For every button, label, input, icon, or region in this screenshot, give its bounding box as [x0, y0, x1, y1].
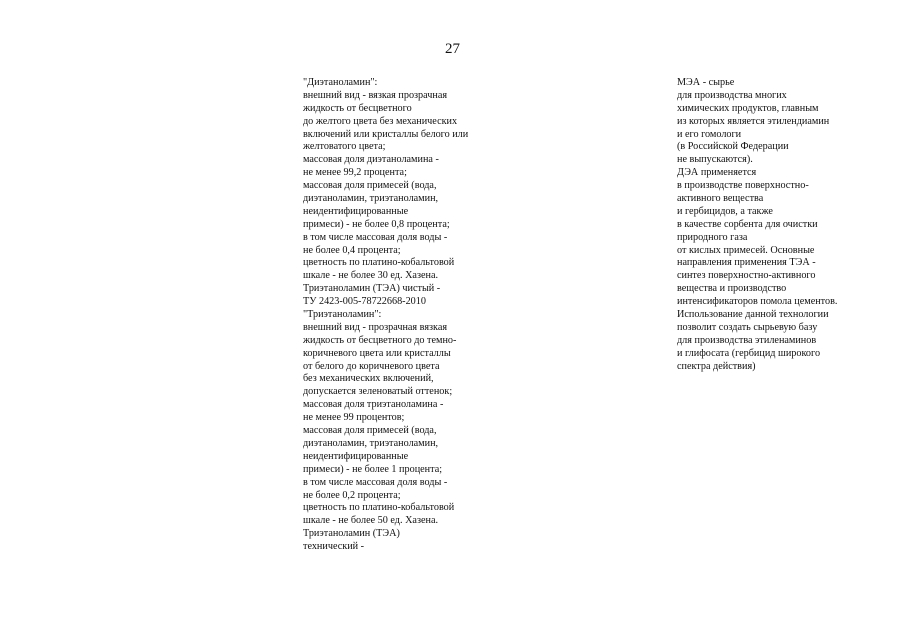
right-column-line: Использование данной технологии	[677, 309, 829, 321]
right-column-line: из которых является этилендиамин	[677, 115, 830, 127]
left-column-line: до желтого цвета без механических	[303, 115, 458, 127]
left-column-line: шкале - не более 50 ед. Хазена.	[303, 515, 439, 527]
left-column-line: "Диэтаноламин":	[303, 77, 378, 88]
right-column-line: (в Российской Федерации	[677, 141, 789, 153]
right-column-line: направления применения ТЭА -	[677, 257, 816, 269]
left-column-line: неидентифицированные	[303, 450, 409, 462]
left-column-line: внешний вид - вязкая прозрачная	[303, 89, 448, 101]
right-column-line: природного газа	[677, 231, 748, 243]
right-column-line: в производстве поверхностно-	[677, 180, 809, 192]
left-column-line: Триэтаноламин (ТЭА) чистый -	[303, 283, 441, 295]
left-column-line: не более 0,4 процента;	[303, 244, 401, 256]
right-column-line: МЭА - сырье	[677, 77, 735, 88]
left-column-line: технический -	[303, 541, 365, 553]
left-column-line: в том числе массовая доля воды -	[303, 231, 448, 243]
left-column-line: примеси) - не более 0,8 процента;	[303, 218, 450, 230]
right-column-line: и гербицидов, а также	[677, 205, 773, 217]
left-column-line: диэтаноламин, триэтаноламин,	[303, 193, 439, 205]
right-column-line: вещества и производство	[677, 283, 787, 295]
right-column	[677, 77, 837, 373]
left-column-line: ТУ 2423-005-78722668-2010	[303, 296, 426, 308]
left-column-line: массовая доля примесей (вода,	[303, 180, 437, 192]
right-column-line: не выпускаются).	[677, 154, 753, 166]
left-column-line: внешний вид - прозрачная вязкая	[303, 321, 448, 333]
left-column-line: массовая доля диэтаноламина -	[303, 154, 439, 166]
right-column-line: интенсификаторов помола цементов.	[677, 296, 838, 308]
left-column-line: включений или кристаллы белого или	[303, 128, 469, 140]
left-column-line: в том числе массовая доля воды -	[303, 476, 448, 488]
left-column-line: жидкость от бесцветного до темно-	[303, 334, 457, 346]
right-column-line: химических продуктов, главным	[677, 102, 819, 114]
left-column-line: Триэтаноламин (ТЭА)	[303, 528, 400, 540]
right-column-line: активного вещества	[677, 193, 764, 205]
right-column-line: и глифосата (гербицид широкого	[677, 347, 821, 359]
left-column-line: цветность по платино-кобальтовой	[303, 257, 455, 269]
left-column-line: диэтаноламин, триэтаноламин,	[303, 437, 439, 449]
left-column-line: желтоватого цвета;	[303, 141, 386, 153]
right-column-line: в качестве сорбента для очистки	[677, 218, 818, 230]
left-column-line: примеси) - не более 1 процента;	[303, 463, 443, 475]
right-column-line: для производства многих	[677, 89, 787, 101]
left-column-line: шкале - не более 30 ед. Хазена.	[303, 270, 439, 282]
right-column-line: синтез поверхностно-активного	[677, 270, 816, 282]
left-column-line: не менее 99 процентов;	[303, 412, 405, 424]
right-column-line: и его гомологи	[677, 128, 742, 140]
right-column-line: от кислых примесей. Основные	[677, 244, 815, 256]
left-column-line: жидкость от бесцветного	[303, 102, 412, 114]
right-column-line: для производства этиленаминов	[677, 334, 817, 346]
left-column-line: от белого до коричневого цвета	[303, 360, 440, 372]
left-column-line: неидентифицированные	[303, 205, 409, 217]
page-number: 27	[445, 41, 460, 57]
right-column-line: позволит создать сырьевую базу	[677, 321, 818, 333]
right-column-line: спектра действия)	[677, 360, 756, 372]
left-column-line: цветность по платино-кобальтовой	[303, 502, 455, 514]
left-column-line: не менее 99,2 процента;	[303, 167, 407, 179]
left-column-line: без механических включений,	[303, 373, 434, 385]
left-column-line: массовая доля триэтаноламина -	[303, 399, 444, 411]
left-column-line: массовая доля примесей (вода,	[303, 425, 437, 437]
left-column-line: не более 0,2 процента;	[303, 489, 401, 501]
right-column-line: ДЭА применяется	[677, 167, 757, 179]
left-column-line: допускается зеленоватый оттенок;	[303, 386, 453, 398]
left-column-line: "Триэтаноламин":	[303, 309, 382, 321]
left-column	[303, 77, 468, 554]
left-column-line: коричневого цвета или кристаллы	[303, 347, 451, 359]
